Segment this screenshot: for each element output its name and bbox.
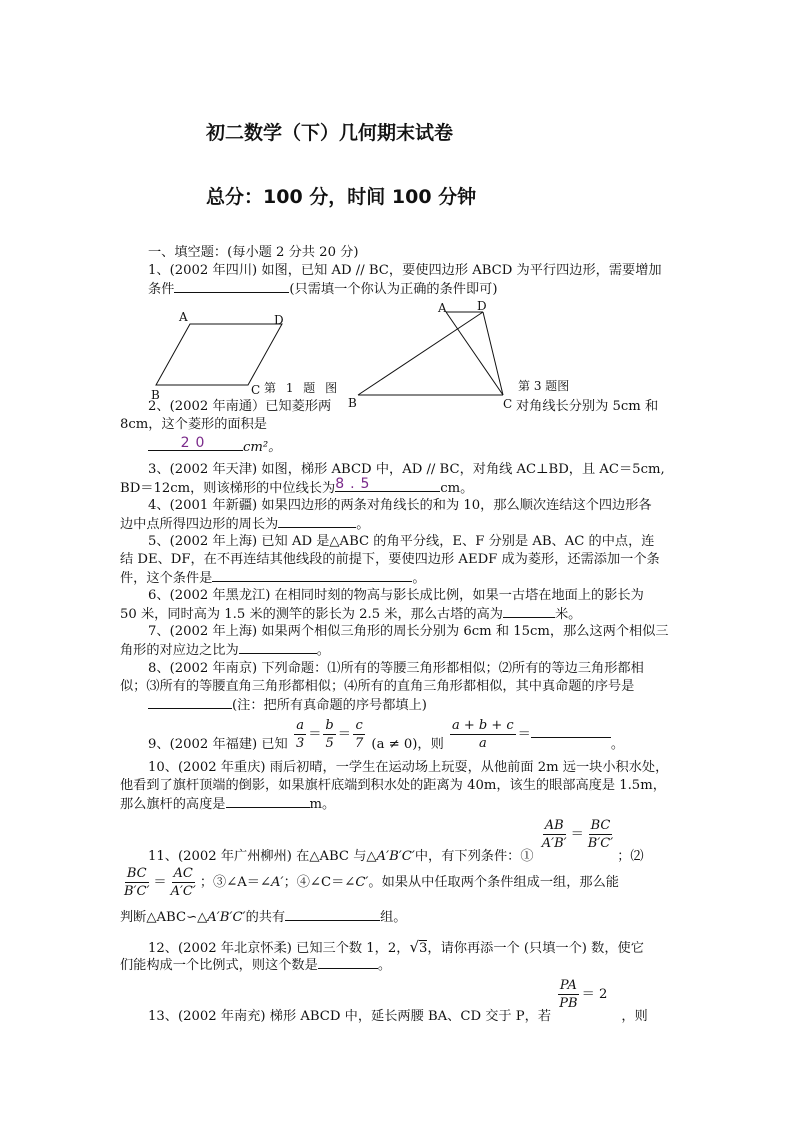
- question-1-line1: 1、(2002 年四川) 如图，已知 AD // BC，要使四边形 ABCD 为平行四边形，需要增加: [148, 263, 662, 278]
- question-11-line2: $\frac{BC}{B'C'}$ ＝ $\frac{AC}{A'C'}$ ；③∠A＝∠A′；④∠C＝∠C′。如果从中任取两个条件组成一组，那么能: [124, 866, 619, 899]
- fraction-ac: $\frac{AC}{A'C'}$: [170, 866, 196, 899]
- question-12-line2: 们能构成一个比例式，则这个数是 。: [120, 958, 391, 973]
- fraction-pa-pb: $\frac{PA}{PB}$: [559, 978, 578, 1011]
- section-header: 一、填空题：(每小题 2 分共 20 分): [148, 245, 359, 260]
- question-10-line2: 他看到了旗杆顶端的倒影，如果旗杆底端到积水处的距离为 40m，该生的眼部高度是 1.5m，: [120, 778, 666, 793]
- question-2-line2: 8cm，这个菱形的面积是: [120, 417, 267, 432]
- question-1-text: 条件: [148, 282, 175, 297]
- fraction-bc: $\frac{BC}{B'C'}$: [587, 818, 614, 851]
- question-6-line2: 50 米，同时高为 1.5 米的测竿的影长为 2.5 米，那么古塔的高为 米。: [120, 607, 582, 622]
- question-7-line1: 7、(2002 年上海) 如果两个相似三角形的周长分别为 6cm 和 15cm，那么这两个相似三: [148, 624, 669, 639]
- question-6-line1: 6、(2002 年黑龙江) 在相同时刻的物高与影长成比例，如果一古塔在地面上的影长为: [148, 588, 644, 603]
- figure-1-parallelogram: [140, 305, 360, 405]
- fraction-c-over-7: $\frac{c}{7}$: [354, 718, 364, 751]
- question-1-line2: [148, 280, 497, 299]
- question-8-line1: 8、(2002 年南京) 下列命题：⑴所有的等腰三角形都相似；⑵所有的等边三角形都相: [148, 661, 644, 676]
- question-9-line: 9、(2002 年福建) 已知 $\frac{a}{3}$ ＝ $\frac{b}{5}$ ＝ $\frac{c}{7}$ (a ≠ 0)，则 $\frac{a + b + c}{a}$ ＝。: [148, 718, 625, 752]
- answer-3-value: 8.5: [335, 476, 376, 492]
- answer-blank-7[interactable]: [239, 641, 317, 654]
- question-11-line3: 判断△ABC∽△A′B′C′的共有 组。: [120, 910, 407, 925]
- question-3-line1: 3、(2002 年天津) 如图，梯形 ABCD 中，AD // BC，对角线 AC⊥BD，且 AC＝5cm,: [148, 462, 665, 477]
- page-title: 初二数学（下）几何期末试卷: [206, 122, 454, 144]
- fig3-label-d: D: [477, 299, 487, 313]
- answer-blank-9[interactable]: [531, 725, 611, 738]
- question-7-line2: 角形的对应边之比为 。: [120, 643, 330, 658]
- fig1-label-a: A: [179, 310, 188, 324]
- answer-blank-11[interactable]: [285, 908, 380, 921]
- answer-blank-5[interactable]: [212, 569, 412, 582]
- question-4-line1: 4、(2001 年新疆) 如果四边形的两条对角线长的和为 10，那么顺次连结这个四边形各: [148, 498, 652, 513]
- question-11-line1: 11、(2002 年广州柳州) 在△ABC 与△A′B′C′中，有下列条件：① $\frac{AB}{A'B'}$ ＝ $\frac{BC}{B'C'}$ ；⑵: [148, 818, 644, 864]
- fraction-a-over-3: $\frac{a}{3}$: [295, 718, 305, 751]
- question-8-line2: 似；⑶所有的等腰直角三角形都相似；⑷所有的直角三角形都相似，其中真命题的序号是: [120, 679, 635, 694]
- question-5-line2: 结 DE、DF，在不再连结其他线段的前提下，要使四边形 AEDF 成为菱形，还需添加一个条: [120, 552, 660, 567]
- question-2-line1b: 对角线长分别为 5cm 和: [516, 399, 659, 414]
- question-3-line2: BD＝12cm，则该梯形的中位线长为8.5 cm。: [120, 476, 474, 496]
- answer-blank-3[interactable]: [335, 476, 440, 492]
- answer-blank-8[interactable]: [148, 696, 232, 709]
- fig1-caption: 第 1 题 图: [264, 381, 338, 395]
- answer-blank-12[interactable]: [318, 956, 378, 969]
- answer-blank-6[interactable]: [503, 605, 555, 618]
- fraction-bc2: $\frac{BC}{B'C'}$: [124, 866, 150, 899]
- answer-blank-10[interactable]: [226, 795, 310, 808]
- question-10-line1: 10、(2002 年重庆) 雨后初晴，一学生在运动场上玩耍，从他前面 2m 远一块小积水处，: [148, 760, 669, 775]
- question-13-line1: 13、(2002 年南充) 梯形 ABCD 中，延长两腰 BA、CD 交于 P，若 $\frac{PA}{PB}$ ＝ 2，则: [148, 978, 648, 1024]
- question-5-line1: 5、(2002 年上海) 已知 AD 是△ABC 的角平分线，E、F 分别是 AB、AC 的中点，连: [148, 534, 655, 549]
- answer-blank-1[interactable]: [174, 280, 289, 293]
- question-1-note: (只需填一个你认为正确的条件即可): [289, 282, 498, 297]
- fraction-ab: $\frac{AB}{A'B'}$: [541, 818, 567, 851]
- figure-3-trapezoid: [340, 298, 590, 413]
- question-4-line2: 边中点所得四边形的周长为 。: [120, 517, 370, 532]
- question-12-line1: 12、(2002 年北京怀柔) 已知三个数 1，2，√3，请你再添一个 (只填一个) 数，使它: [148, 938, 644, 956]
- fig3-caption: 第 3 题图: [518, 379, 570, 393]
- fraction-b-over-5: $\frac{b}{5}$: [325, 718, 334, 751]
- question-10-line3: 那么旗杆的高度是 m。: [120, 797, 336, 812]
- fig3-label-c: C: [503, 397, 513, 411]
- question-8-line3: (注：把所有真命题的序号都填上): [148, 696, 427, 715]
- fig3-label-b: B: [348, 396, 357, 410]
- answer-blank-4[interactable]: [278, 515, 356, 528]
- page-subtitle: 总分：100 分，时间 100 分钟: [206, 186, 477, 208]
- fraction-sum-over-a: $\frac{a + b + c}{a}$: [451, 718, 514, 751]
- question-2-unit: cm²。: [243, 440, 282, 455]
- answer-2-value: 20: [180, 435, 211, 451]
- question-2-line1: 2、(2002 年南通）已知菱形两: [148, 399, 332, 414]
- answer-blank-2[interactable]: [148, 435, 243, 451]
- question-2-answer-line: [148, 435, 282, 457]
- fig3-label-a: A: [438, 301, 447, 315]
- fig1-label-c: C: [251, 383, 261, 397]
- fig1-label-d: D: [274, 313, 284, 327]
- fig1-label-b: B: [151, 388, 160, 402]
- question-5-line3: 件，这个条件是 。: [120, 571, 426, 586]
